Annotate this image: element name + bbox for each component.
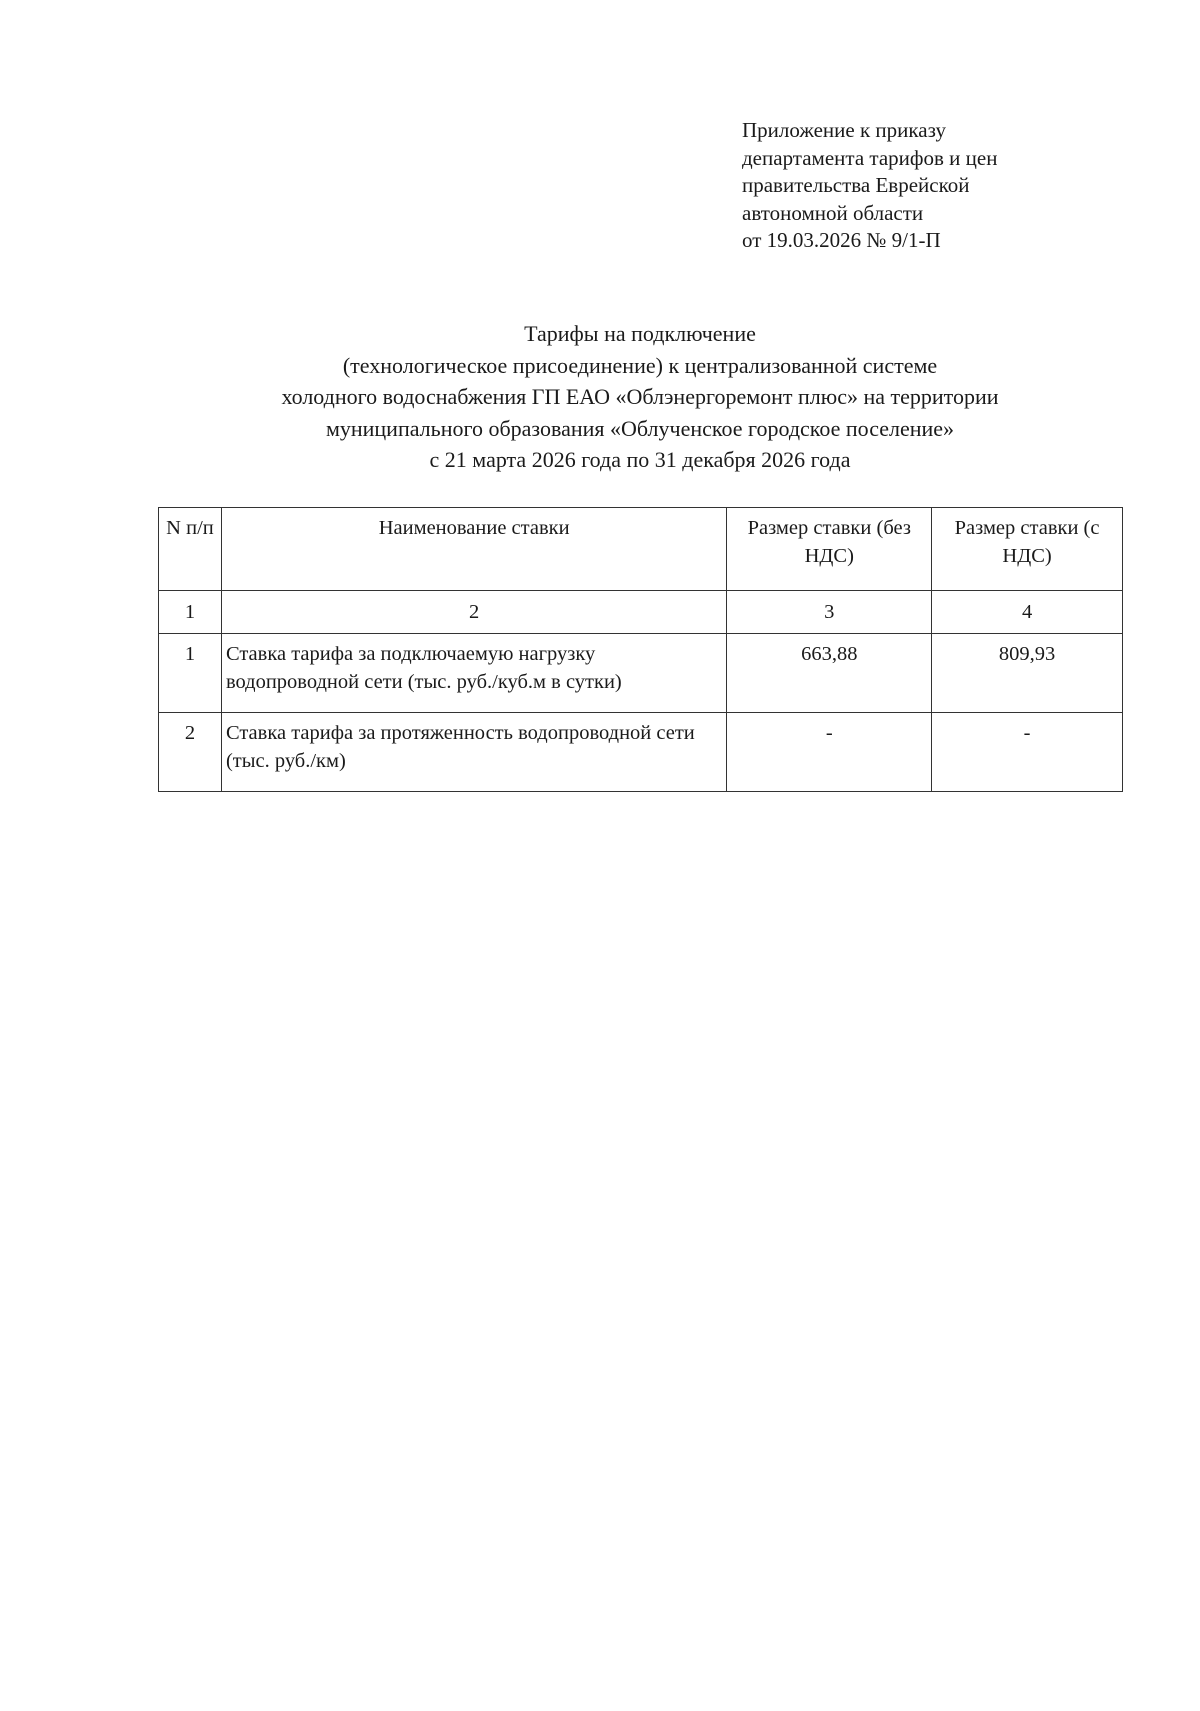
- row-number: 1: [159, 634, 222, 713]
- column-number: 1: [159, 591, 222, 634]
- appendix-line: Приложение к приказу: [742, 118, 946, 142]
- header-no-vat: Размер ставки (без НДС): [727, 508, 932, 591]
- title-line: муниципального образования «Облученское городское поселение»: [325, 415, 955, 441]
- title-line: холодного водоснабжения ГП ЕАО «Облэнергоремонт плюс» на территории: [281, 384, 999, 409]
- title-line: (технологическое присоединение) к централизованной системе: [342, 352, 938, 378]
- appendix-line: правительства Еврейской: [742, 173, 970, 197]
- row-number: 2: [159, 713, 222, 792]
- table-row: [159, 634, 1123, 713]
- title-line: с 21 марта 2026 года по 31 декабря 2026 года: [429, 447, 851, 472]
- header-vat: Размер ставки (с НДС): [932, 508, 1123, 591]
- row-name: Ставка тарифа за протяженность водопроводной сети (тыс. руб./км): [221, 713, 726, 792]
- appendix-line: от 19.03.2026 № 9/1-П: [742, 228, 941, 252]
- header-number: N п/п: [159, 508, 222, 591]
- row-name: Ставка тарифа за подключаемую нагрузку водопроводной сети (тыс. руб./куб.м в сутки): [221, 634, 726, 713]
- table-header-row: [159, 508, 1123, 591]
- row-vat: -: [932, 713, 1123, 792]
- appendix-line: департамента тарифов и цен: [742, 145, 998, 170]
- table-row: [159, 713, 1123, 792]
- row-vat: 809,93: [932, 634, 1123, 713]
- column-number: 3: [727, 591, 932, 634]
- title-line: Тарифы на подключение: [524, 321, 756, 346]
- column-number: 4: [932, 591, 1123, 634]
- row-no-vat: -: [727, 713, 932, 792]
- document-title: [140, 318, 1140, 476]
- row-no-vat: 663,88: [727, 634, 932, 713]
- column-number: 2: [221, 591, 726, 634]
- appendix-line: автономной области: [742, 200, 924, 225]
- header-name: Наименование ставки: [221, 508, 726, 591]
- appendix-note: [742, 117, 997, 255]
- tariff-table: [158, 507, 1123, 792]
- column-numbering-row: [159, 591, 1123, 634]
